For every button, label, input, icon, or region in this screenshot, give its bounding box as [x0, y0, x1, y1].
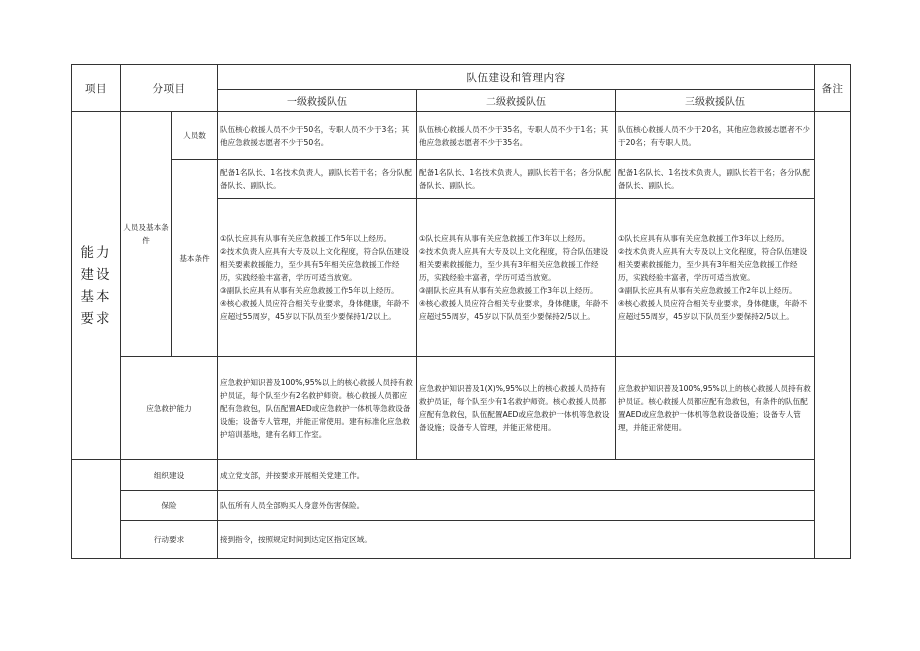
category-continuation: [72, 491, 121, 521]
basic-level2-item: ①队长应具有从事有关应急救援工作3年以上经历。: [419, 234, 591, 243]
basic-level1-item: ②技术负责人应具有大专及以上文化程度，符合队伍建设相关要素救援能力，至少具有5年相关应急救援工作经历，实践经验丰富者，学历可适当放宽。: [220, 247, 410, 282]
org-content: 成立党支部，并按要求开展相关党建工作。: [218, 460, 815, 491]
category-continuation: [72, 521, 121, 559]
remark-cell: [815, 112, 851, 559]
insurance-label: 保险: [121, 491, 218, 521]
header-level3: 三级救援队伍: [616, 90, 815, 112]
main-category: 能力建设基本要求: [72, 112, 121, 460]
headcount-level3: 队伍核心救援人员不少于20名，其他应急救援志愿者不少于20名；有专职人员。: [616, 112, 815, 160]
header-content: 队伍建设和管理内容: [218, 65, 815, 90]
basic-level3-item: ③副队长应具有从事有关应急救援工作2年以上经历。: [618, 286, 797, 295]
headcount-level2: 队伍核心救援人员不少于35名，专职人员不少于1名；其他应急救援志愿者不少于35名。: [417, 112, 616, 160]
rescue-level1: 应急救护知识普及100%,95%以上的核心救援人员持有救护员证，每个队至少有2名救护师资。核心救援人员都应配有急救包，队伍配置AED或应急救护一体机等急救设备设施；设备专人管理，并能正常使用。建有标准化应急救护培训基地，建有名师工作室。: [218, 357, 417, 460]
basic-level1: [218, 199, 417, 357]
header-sub-item: 分项目: [121, 65, 218, 112]
basic-level2: [417, 199, 616, 357]
basic-label: 基本条件: [172, 160, 218, 357]
headcount-level1: 队伍核心救援人员不少于50名，专职人员不少于3名；其他应急救援志愿者不少于50名。: [218, 112, 417, 160]
rescue-label: 应急救护能力: [121, 357, 218, 460]
action-label: 行动要求: [121, 521, 218, 559]
action-content: 接到指令，按照规定时间到达定区指定区域。: [218, 521, 815, 559]
staffing-level2: 配备1名队长、1名技术负责人，副队长若干名；各分队配备队长、副队长。: [417, 160, 616, 199]
basic-level3-item: ②技术负责人应具有大专及以上文化程度，符合队伍建设相关要素救援能力，至少具有3年相关应急救援工作经历，实践经验丰富者，学历可适当放宽。: [618, 247, 808, 282]
insurance-content: 队伍所有人员全部购买人身意外伤害保险。: [218, 491, 815, 521]
basic-level1-item: ④核心救援人员应符合相关专业要求，身体健康，年龄不应超过55周岁，45岁以下队员至少要保持1/2以上。: [220, 299, 410, 321]
header-level2: 二级救援队伍: [417, 90, 616, 112]
header-item: 项目: [72, 65, 121, 112]
rescue-level3: 应急救护知识普及100%,95%以上的核心救援人员持有救护员证。核心救援人员都应配有急救包，有条件的队伍配置AED或应急救护一体机等急救设备设施；设备专人管理，并能正常使用。: [616, 357, 815, 460]
basic-level2-item: ④核心救援人员应符合相关专业要求，身体健康，年龄不应超过55周岁，45岁以下队员至少要保持2/5以上。: [419, 299, 609, 321]
org-label: 组织建设: [121, 460, 218, 491]
staffing-level1: 配备1名队长、1名技术负责人，副队长若干名；各分队配备队长、副队长。: [218, 160, 417, 199]
basic-level1-item: ③副队长应具有从事有关应急救援工作5年以上经历。: [220, 286, 399, 295]
headcount-label: 人员数: [172, 112, 218, 160]
basic-level2-item: ②技术负责人应具有大专及以上文化程度，符合队伍建设相关要素救援能力，至少具有3年相关应急救援工作经历，实践经验丰富者，学历可适当放宽。: [419, 247, 609, 282]
category-continuation: [72, 460, 121, 491]
basic-level3: [616, 199, 815, 357]
staffing-level3: 配备1名队长、1名技术负责人，副队长若干名；各分队配备队长、副队长。: [616, 160, 815, 199]
header-level1: 一级救援队伍: [218, 90, 417, 112]
header-remark: 备注: [815, 65, 851, 112]
requirements-table: [71, 64, 851, 559]
rescue-level2: 应急救护知识普及1(X)%,95%以上的核心救援人员持有救护员证，每个队至少有1名救护师资。核心救援人员都应配有急救包，队伍配置AED或应急救护一体机等急救设备设施；设备专人管理，并能正常使用。: [417, 357, 616, 460]
personnel-group: 人员及基本条件: [121, 112, 172, 357]
basic-level3-item: ①队长应具有从事有关应急救援工作3年以上经历。: [618, 234, 790, 243]
basic-level1-item: ①队长应具有从事有关应急救援工作5年以上经历。: [220, 234, 392, 243]
basic-level3-item: ④核心救援人员应符合相关专业要求，身体健康，年龄不应超过55周岁，45岁以下队员至少要保持2/5以上。: [618, 299, 808, 321]
basic-level2-item: ③副队长应具有从事有关应急救援工作3年以上经历。: [419, 286, 598, 295]
